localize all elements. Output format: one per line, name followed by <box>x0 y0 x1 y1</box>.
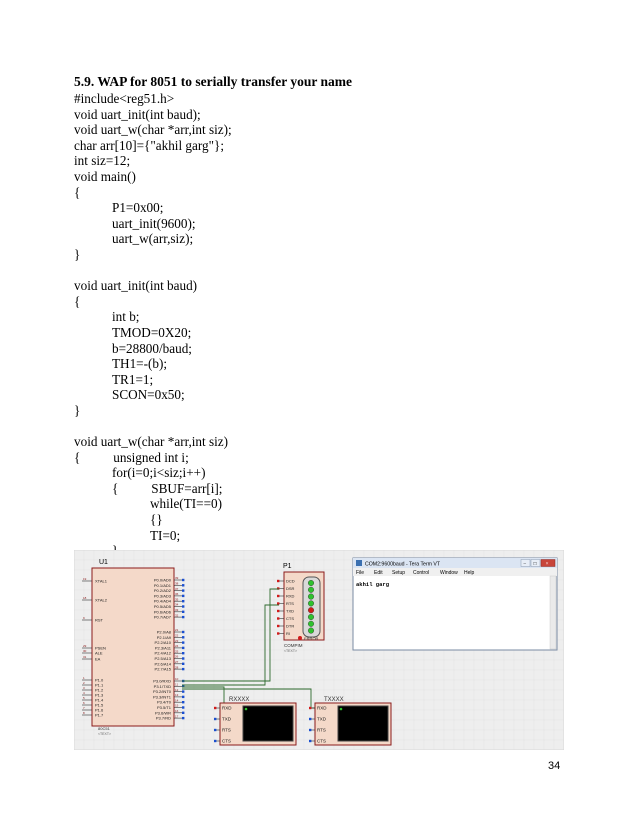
pin-state-indicator <box>182 701 184 703</box>
mcu-pin-number: 3 <box>83 686 85 691</box>
mcu-pin-number: 17 <box>175 714 179 719</box>
pin-state-indicator <box>182 668 184 670</box>
pin-state-indicator <box>182 584 184 586</box>
mcu-pin-number: 8 <box>83 711 85 716</box>
vterm-status-led-icon <box>245 708 248 711</box>
mcu-pin-number: 36 <box>175 592 179 597</box>
compim-pin-label: DCD <box>286 578 295 584</box>
mcu-pin-label: P3.2/INT0 <box>152 689 171 695</box>
menu-item-control[interactable]: Control <box>413 570 430 576</box>
compim-pin-label: RXD <box>286 593 295 599</box>
pin-state-indicator <box>214 740 216 742</box>
code-line: TH1=-(b); <box>112 356 168 372</box>
mcu-pin-label: ALE <box>95 650 103 656</box>
mcu-pin-label: P2.6/A14 <box>154 661 171 667</box>
pin-state-indicator <box>182 652 184 654</box>
signal-led-icon <box>308 580 314 586</box>
pin-state-indicator <box>182 631 184 633</box>
minimize-icon: – <box>523 562 526 567</box>
pin-state-indicator <box>182 690 184 692</box>
code-line: for(i=0;i<siz;i++) <box>112 465 206 481</box>
code-line: } <box>74 246 81 262</box>
menu-items <box>356 570 475 576</box>
pin-state-indicator <box>309 707 311 709</box>
menu-item-file[interactable]: File <box>356 570 365 576</box>
pin-state-indicator <box>182 600 184 602</box>
proteus-simulation-screenshot <box>74 550 564 750</box>
compim-pin-label: RTS <box>286 601 294 606</box>
mcu-pin-label: P3.3/INT1 <box>152 694 171 700</box>
mcu-pin-label: P2.4/A12 <box>154 650 171 656</box>
vertical-scrollbar[interactable] <box>550 576 556 649</box>
mcu-pin-number: 33 <box>175 608 179 612</box>
mcu-pin-number: 4 <box>83 691 85 696</box>
vterm-status-led-icon <box>340 708 343 711</box>
code-line: void uart_w(char *arr,int siz); <box>74 122 232 138</box>
signal-led-icon <box>308 614 314 620</box>
mcu-pin-label: P2.2/A10 <box>154 640 171 646</box>
mcu-pin-number: 37 <box>175 586 179 591</box>
pin-state-indicator <box>277 625 279 627</box>
mcu-pin-label: P1.0 <box>95 677 104 683</box>
pin-state-indicator <box>214 707 216 709</box>
mcu-pin-number: 26 <box>175 654 179 659</box>
code-line: { SBUF=arr[i]; <box>112 480 223 496</box>
mcu-pin-label: XTAL2 <box>95 597 107 603</box>
vterm-pin-label: TXD <box>222 716 231 722</box>
mcu-pin-number: 14 <box>175 698 179 703</box>
code-line: int siz=12; <box>74 153 131 169</box>
compim-error-label: ERROR <box>304 636 319 641</box>
mcu-pin-label: P0.1/AD1 <box>153 582 171 588</box>
menu-item-help[interactable]: Help <box>464 570 475 576</box>
signal-led-icon <box>308 587 314 593</box>
mcu-pin-label: RST <box>95 617 103 623</box>
mcu-pin-label: P1.1 <box>95 682 104 688</box>
mcu-pin-number: 7 <box>83 706 85 711</box>
pin-state-indicator <box>182 712 184 714</box>
pin-state-indicator <box>214 718 216 720</box>
signal-led-icon <box>308 621 314 627</box>
mcu-pin-label: P3.5/T1 <box>156 705 171 710</box>
mcu-pin-label: P2.1/A9 <box>156 634 171 640</box>
code-line <box>74 263 232 279</box>
mcu-pin-number: 12 <box>175 687 179 692</box>
code-line: SCON=0x50; <box>112 387 185 403</box>
mcu-pin-label: P2.5/A13 <box>154 656 171 661</box>
compim-pin-label: DSR <box>286 586 295 591</box>
mcu-pin-number: 5 <box>83 696 85 701</box>
mcu-pin-label: P3.6/WR <box>154 710 171 716</box>
signal-led-icon <box>308 628 314 634</box>
vterm-pin-label: TXD <box>317 716 326 722</box>
mcu-pin-label: P1.6 <box>95 707 104 713</box>
pin-state-indicator <box>277 632 279 634</box>
mcu-pin-number: 24 <box>175 644 179 649</box>
pin-state-indicator <box>214 729 216 731</box>
code-line: { <box>74 184 81 200</box>
code-line: #include<reg51.h> <box>74 91 175 106</box>
pin-state-indicator <box>182 579 184 581</box>
pin-state-indicator <box>182 611 184 613</box>
mcu-pin-number: 9 <box>83 616 85 621</box>
pin-state-indicator <box>182 595 184 597</box>
mcu-ref-label: U1 <box>99 559 108 566</box>
code-listing <box>74 91 232 574</box>
compim-ref-label: P1 <box>283 563 292 570</box>
mcu-pin-number: 39 <box>175 576 179 581</box>
terminal-output: akhil garg <box>356 581 390 588</box>
page-number: 34 <box>548 760 561 772</box>
vterm-screen <box>243 706 293 741</box>
compim-pin-label: TXD <box>286 608 294 614</box>
signal-led-icon <box>308 607 314 613</box>
pin-state-indicator <box>277 610 279 612</box>
vterm-pin-label: CTS <box>222 738 231 744</box>
pin-state-indicator <box>182 636 184 638</box>
mcu-pin-label: P1.7 <box>95 712 104 718</box>
mcu-pin-number: 30 <box>83 649 87 654</box>
pin-state-indicator <box>182 605 184 607</box>
code-line: TR1=1; <box>112 371 154 387</box>
mcu-pin-number: 15 <box>175 703 179 708</box>
mcu-pin-number: 2 <box>83 681 85 686</box>
code-line: b=28800/baud; <box>112 340 192 356</box>
menu-item-edit[interactable]: Edit <box>374 570 383 576</box>
code-line: int b; <box>112 309 140 325</box>
mcu-pin-label: P0.3/AD3 <box>153 593 171 599</box>
mcu-pin-label: P3.1/TXD <box>153 683 171 689</box>
pin-state-indicator <box>277 617 279 619</box>
mcu-80c51 <box>82 559 184 736</box>
mcu-pin-label: P2.0/A8 <box>156 629 171 635</box>
vterm-label: RXXXX <box>229 697 250 703</box>
mcu-pin-number: 23 <box>175 638 179 643</box>
signal-led-icon <box>308 601 314 607</box>
mcu-pin-label: P2.7/A15 <box>154 666 171 672</box>
mcu-pin-number: 19 <box>83 577 87 582</box>
mcu-pin-number: 11 <box>175 682 179 687</box>
code-line: { unsigned int i; <box>74 449 189 465</box>
mcu-pin-number: 27 <box>175 660 179 664</box>
code-line: TMOD=0X20; <box>112 324 192 340</box>
compim-subtitle: <TEXT> <box>284 649 298 653</box>
mcu-pin-number: 6 <box>83 701 85 706</box>
compim-connector <box>277 563 324 653</box>
code-line: void main() <box>74 168 136 184</box>
code-line: void uart_init(int baud); <box>74 106 201 122</box>
mcu-pin-label: P0.5/AD5 <box>153 604 171 609</box>
mcu-pin-number: 21 <box>175 628 179 633</box>
code-line: P1=0x00; <box>112 200 164 216</box>
mcu-pin-label: P2.3/A11 <box>154 645 171 651</box>
mcu-pin-number: 22 <box>175 633 179 638</box>
mcu-pin-label: XTAL1 <box>95 578 107 584</box>
mcu-pin-label: P3.0/RXD <box>153 678 171 684</box>
mcu-pin-label: P1.3 <box>95 692 104 698</box>
vterm-pin-label: RXD <box>222 705 232 711</box>
vterm-screen <box>338 706 388 741</box>
mcu-pin-label: P3.7/RD <box>155 715 171 721</box>
vterm-pin-label: RXD <box>317 705 327 711</box>
compim-pin-label: DTR <box>286 623 295 629</box>
menu-item-window[interactable]: Window <box>440 570 458 576</box>
mcu-part-label: 80C51 <box>98 726 110 731</box>
pin-state-indicator <box>277 580 279 582</box>
section-heading: 5.9. WAP for 8051 to serially transfer your name <box>74 74 352 89</box>
tera-term-window <box>353 558 557 650</box>
mcu-pin-number: 18 <box>83 596 87 601</box>
code-line: uart_w(arr,siz); <box>112 231 194 247</box>
vterm-pin-label: RTS <box>317 727 326 733</box>
mcu-pin-label: P0.4/AD4 <box>153 598 171 604</box>
code-line: TI=0; <box>150 527 181 543</box>
vterm-pin-label: RTS <box>222 727 231 733</box>
app-icon <box>356 560 362 566</box>
mcu-pin-label: EA <box>95 656 101 662</box>
close-icon: × <box>545 561 549 567</box>
pin-state-indicator <box>182 657 184 659</box>
menu-item-setup[interactable]: Setup <box>392 570 406 576</box>
pin-state-indicator <box>182 589 184 591</box>
mcu-pin-number: 13 <box>175 693 179 698</box>
mcu-pin-number: 25 <box>175 649 179 654</box>
mcu-pin-number: 32 <box>175 613 179 618</box>
vterm-label: TXXXX <box>324 697 344 703</box>
mcu-pin-number: 38 <box>175 581 179 586</box>
mcu-pin-label: P1.5 <box>95 702 104 708</box>
pin-state-indicator <box>309 718 311 720</box>
mcu-pin-label: P3.4/T0 <box>156 699 171 705</box>
pin-state-indicator <box>182 616 184 618</box>
compim-pin-label: CTS <box>286 616 294 621</box>
mcu-pin-number: 31 <box>83 655 87 660</box>
mcu-pin-label: P1.2 <box>95 687 104 693</box>
code-line: { <box>74 293 81 309</box>
code-line <box>74 418 232 434</box>
code-line: {} <box>150 512 163 528</box>
mcu-pin-number: 10 <box>175 677 179 682</box>
pin-state-indicator <box>309 740 311 742</box>
pin-state-indicator <box>182 717 184 719</box>
window-title: COM2:9600baud - Tera Term VT <box>365 561 441 568</box>
mcu-subtitle: <TEXT> <box>98 732 112 736</box>
mcu-pin-label: P0.0/AD0 <box>153 577 171 583</box>
pin-state-indicator <box>309 729 311 731</box>
pin-state-indicator <box>182 696 184 698</box>
mcu-pin-number: 34 <box>175 602 179 607</box>
compim-pin-label: RI <box>286 631 290 636</box>
pin-state-indicator <box>182 706 184 708</box>
code-line: char arr[10]={"akhil garg"}; <box>74 137 224 153</box>
mcu-pin-label: P0.7/AD7 <box>153 614 171 620</box>
mcu-pin-number: 29 <box>83 644 87 649</box>
pin-state-indicator <box>182 641 184 643</box>
mcu-pin-label: PSEN <box>95 645 106 651</box>
pin-state-indicator <box>182 663 184 665</box>
signal-led-icon <box>308 594 314 600</box>
mcu-pin-number: 35 <box>175 597 179 602</box>
mcu-pin-label: P1.4 <box>95 697 104 703</box>
error-led-icon <box>298 636 302 640</box>
maximize-icon: □ <box>533 562 537 567</box>
mcu-pin-label: P0.2/AD2 <box>153 588 171 594</box>
vterm-pin-label: CTS <box>317 738 326 744</box>
mcu-pin-number: 28 <box>175 665 179 670</box>
code-line: uart_init(9600); <box>112 215 196 231</box>
mcu-pin-number: 1 <box>83 676 85 681</box>
code-line: } <box>74 402 81 418</box>
compim-part-label: COMPIM <box>284 643 303 648</box>
code-line: while(TI==0) <box>150 496 222 512</box>
pin-state-indicator <box>182 647 184 649</box>
mcu-pin-label: P0.6/AD6 <box>153 609 171 615</box>
code-line: void uart_init(int baud) <box>74 278 198 294</box>
pin-state-indicator <box>277 595 279 597</box>
mcu-pin-number: 16 <box>175 709 179 713</box>
pin-state-indicator <box>277 602 279 604</box>
code-line: void uart_w(char *arr,int siz) <box>74 434 228 450</box>
